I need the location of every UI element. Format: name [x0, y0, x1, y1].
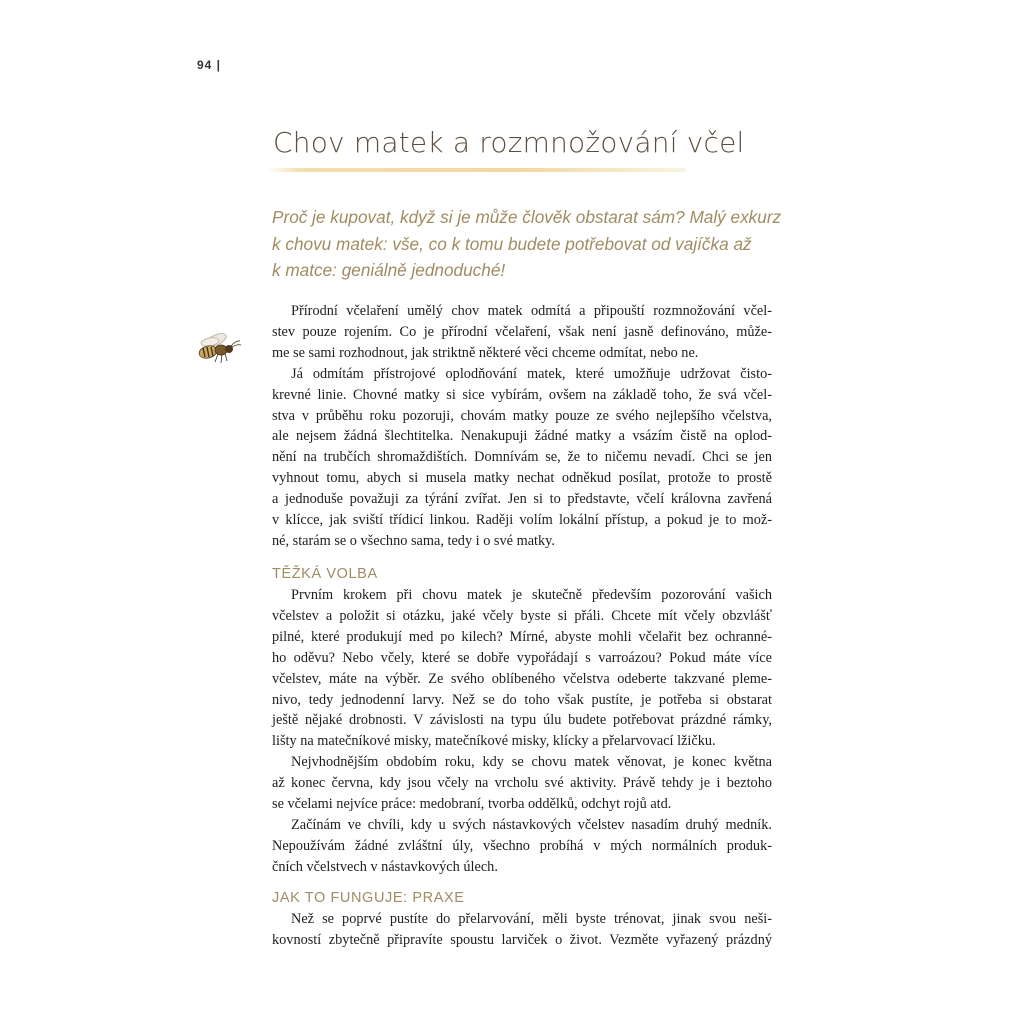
body-line: nivo, tedy jednodenní larvy. Než se do toho však pustíte, je potřeba si obstarat: [272, 691, 772, 708]
body-line: kovností zbytečně připravíte spoustu larviček o život. Vezměte vyřazený prázdný: [272, 931, 772, 948]
intro-paragraph: [272, 204, 792, 284]
body-line: ještě nějaké drobnosti. V závislosti na typu úlu budete potřebovat prázdné rámky,: [272, 712, 772, 729]
intro-line: k matce: geniálně jednoduché!: [272, 260, 506, 280]
body-line: Prvním krokem při chovu matek je skutečně především pozorování vašich: [291, 587, 772, 603]
body-line: stev pouze rojením. Co je přírodní včelaření, však není jasně definováno, může-: [272, 323, 772, 340]
body-line: Než se poprvé pustíte do přelarvování, měli byste trénovat, jinak svou neši-: [291, 911, 772, 927]
section-heading: TĚŽKÁ VOLBA: [272, 566, 378, 582]
body-line: me se sami rozhodnout, jak striktně některé věci chceme odmítat, nebo ne.: [272, 344, 699, 361]
chapter-title: Chov matek a rozmnožování včel: [273, 126, 745, 159]
bee-illustration-icon: [196, 330, 242, 366]
body-line: stva v průběhu roku pozoruji, chovám matky pouze ze svého nejlepšího včelstva,: [272, 407, 772, 424]
body-line: čních včelstvech v nástavkových úlech.: [272, 858, 498, 875]
page-number: 94 |: [197, 58, 222, 72]
intro-line: k chovu matek: vše, co k tomu budete potřebovat od vajíčka až: [272, 233, 752, 254]
body-line: nění na trubčích shromaždištích. Domnívám se, že to ničemu nevadí. Chci se jen: [272, 449, 772, 466]
body-line: ho oděvu? Nebo včely, které se dobře vypořádají s varroázou? Pokud máte více: [272, 649, 772, 666]
body-line: krevné linie. Chovné matky si sice vybírám, ovšem na základě toho, že svá včel-: [272, 386, 772, 403]
body-line: Přírodní včelaření umělý chov matek odmítá a připouští rozmnožování včel-: [291, 303, 772, 319]
body-line: Já odmítám přístrojové oplodňování matek, které umožňuje udržovat čisto-: [291, 365, 772, 382]
section-heading: JAK TO FUNGUJE: PRAXE: [272, 890, 465, 906]
body-section-1: [272, 301, 772, 552]
body-line: pilné, které produkují med po kilech? Mírné, abyste mohli včelařit bez ochranné-: [272, 628, 772, 645]
body-line: se včelami nejvíce práce: medobraní, tvorba oddělků, odchyt rojů atd.: [272, 796, 672, 813]
title-underline: [266, 168, 686, 172]
body-line: až konec června, kdy jsou včely na vrcholu své aktivity. Právě tehdy je i beztoho: [272, 775, 772, 792]
intro-line: Proč je kupovat, když si je může člověk obstarat sám? Malý exkurz: [272, 207, 782, 227]
body-section-3: [272, 909, 772, 951]
body-line: vyhnout tomu, abych si musela matky nechat odněkud posílat, protože to prostě: [272, 470, 772, 487]
body-line: lišty na matečníkové misky, matečníkové misky, klícky a přelarvovací lžičku.: [272, 733, 716, 750]
body-line: Nejvhodnějším obdobím roku, kdy se chovu matek věnovat, je konec května: [291, 754, 772, 771]
body-line: Začínám ve chvíli, kdy u svých nástavkových včelstev nasadím druhý medník.: [291, 816, 772, 833]
body-line: včelstev a položit si otázku, jaké včely byste si přáli. Chcete mít včely obzvlášť: [272, 607, 772, 624]
body-line: né, starám se o všechno sama, tedy i o své matky.: [272, 532, 555, 549]
body-line: ale nejsem žádná šlechtitelka. Nenakupuji žádné matky a vsázím čistě na oplod-: [272, 428, 772, 445]
body-line: a jednoduše považuji za týrání zvířat. Jen si to představte, včelí královna zavřená: [272, 491, 772, 508]
body-section-2: [272, 585, 772, 878]
body-line: Nepoužívám žádné zvláštní úly, všechno probíhá v mých normálních produk-: [272, 837, 772, 854]
body-line: včelstev, máte na výběr. Ze svého oblíbeného včelstva odeberte takzvané pleme-: [272, 670, 772, 687]
body-line: v klícce, jak sviští třídicí linkou. Raději volím lokální přístup, a pokud je to mož-: [272, 512, 772, 529]
